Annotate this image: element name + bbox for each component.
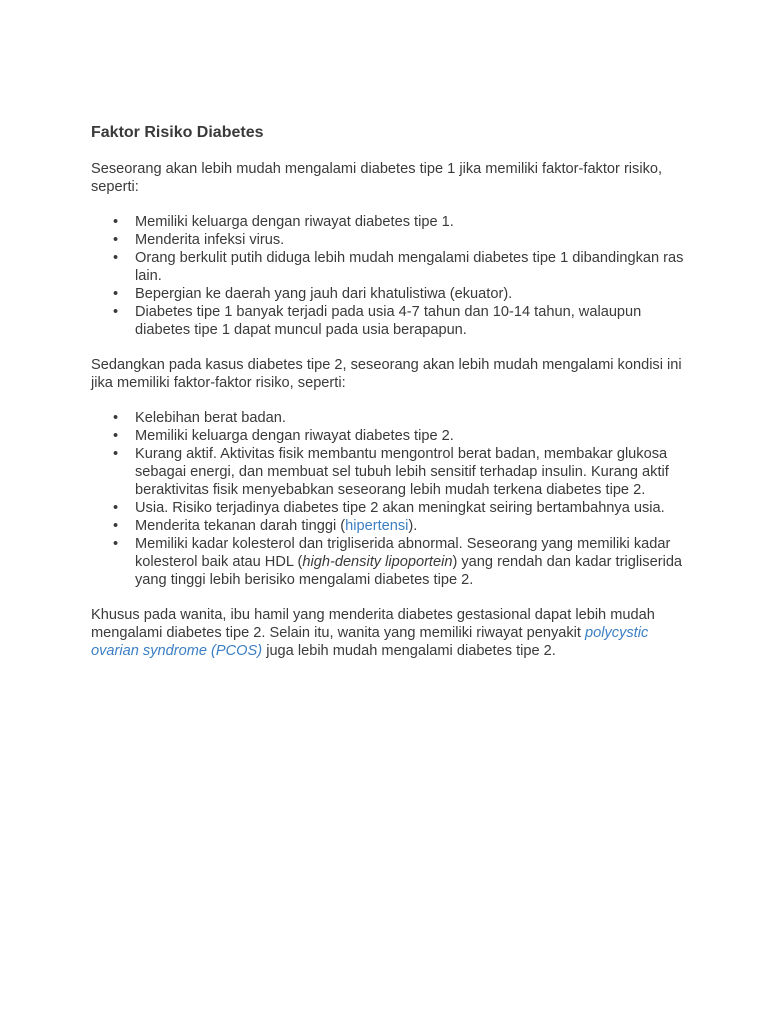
list-item-text: Memiliki kadar kolesterol dan trigliserida abnormal. Seseorang yang memiliki kadar kolesterol baik atau HDL ( — [135, 536, 671, 570]
spacer — [91, 392, 691, 409]
spacer — [91, 196, 691, 213]
type2-risk-list — [91, 409, 691, 589]
spacer — [91, 589, 691, 606]
spacer — [91, 339, 691, 356]
article — [91, 122, 691, 660]
pcos-link[interactable]: polycystic ovarian syndrome (PCOS) — [91, 625, 649, 659]
list-item: • Diabetes tipe 1 banyak terjadi pada usia 4-7 tahun dan 10-14 tahun, walaupun diabetes tipe 1 dapat muncul pada usia berapapun. — [135, 303, 691, 339]
list-item-text: ) yang rendah dan kadar trigliserida yang tinggi lebih berisiko mengalami diabetes tipe 2. — [135, 554, 683, 588]
type1-risk-list — [91, 213, 691, 339]
hdl-term: high-density lipoportein — [302, 554, 453, 570]
list-item: • Orang berkulit putih diduga lebih mudah mengalami diabetes tipe 1 dibandingkan ras lain. — [135, 249, 691, 285]
list-item: • Bepergian ke daerah yang jauh dari khatulistiwa (ekuator). — [135, 285, 691, 303]
list-item: • Memiliki keluarga dengan riwayat diabetes tipe 2. — [135, 427, 691, 445]
section-title: Faktor Risiko Diabetes — [91, 124, 264, 141]
list-item-text: Menderita tekanan darah tinggi ( — [135, 518, 346, 534]
list-item — [135, 535, 691, 589]
type2-intro-paragraph: Sedangkan pada kasus diabetes tipe 2, seseorang akan lebih mudah mengalami kondisi ini jika memiliki faktor-faktor risiko, seperti: — [91, 357, 682, 391]
closing-text: Khusus pada wanita, ibu hamil yang menderita diabetes gestasional dapat lebih mudah mengalami diabetes tipe 2. Selain itu, wanita yang memiliki riwayat penyakit — [91, 607, 655, 641]
list-item — [135, 517, 691, 535]
closing-text: juga lebih mudah mengalami diabetes tipe 2. — [262, 643, 556, 659]
closing-paragraph — [91, 606, 691, 660]
type1-intro-paragraph: Seseorang akan lebih mudah mengalami diabetes tipe 1 jika memiliki faktor-faktor risiko, seperti: — [91, 161, 663, 195]
list-item: • Kelebihan berat badan. — [135, 409, 691, 427]
list-item-text: ). — [408, 518, 418, 534]
list-item: • Memiliki keluarga dengan riwayat diabetes tipe 1. — [135, 213, 691, 231]
list-item: • Usia. Risiko terjadinya diabetes tipe 2 akan meningkat seiring bertambahnya usia. — [135, 499, 691, 517]
list-item: • Kurang aktif. Aktivitas fisik membantu mengontrol berat badan, membakar glukosa sebagai energi, dan membuat sel tubuh lebih sensitif terhadap insulin. Kurang aktif beraktivitas fisik menyebabkan seseorang lebih mudah terkena diabetes tipe 2. — [135, 445, 691, 499]
list-item: • Menderita infeksi virus. — [135, 231, 691, 249]
hipertensi-link[interactable]: hipertensi — [345, 518, 409, 534]
